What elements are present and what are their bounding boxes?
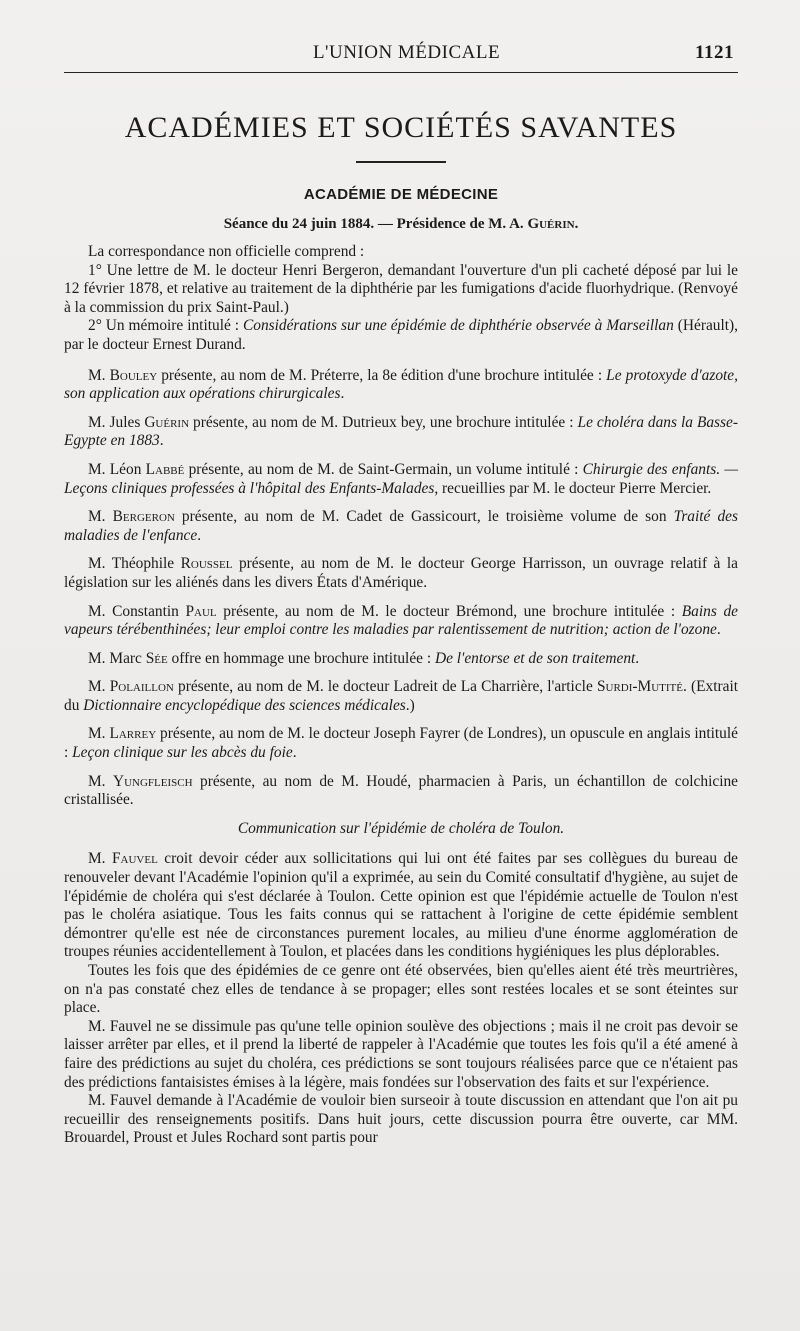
work-title: Dictionnaire encyclopédique des sciences médicales xyxy=(83,696,406,714)
presenter-name: Larrey xyxy=(109,725,157,743)
communication-paragraph-2: Toutes les fois que des épidémies de ce genre ont été observées, bien qu'elles aient été très meurtrières, on n'a pas constaté chez elles de tendance à se propager; elles sont restées locales et se sont éteintes sur place. xyxy=(64,962,738,1017)
session-suffix: . xyxy=(574,216,579,232)
correspondance-item-2 xyxy=(64,317,738,354)
work-title: Traité des maladies de l'enfance xyxy=(64,508,738,544)
presentation-paragraph: M. Constantin Paul présente, au nom de M. le docteur Brémond, une brochure intitulée : Bains de vapeurs térébenthinées; leur emploi contre les maladies par ralentissement de nutrition; action de l'ozone. xyxy=(64,602,738,639)
title-rule xyxy=(356,161,446,163)
article-name: Surdi-Mutité xyxy=(596,678,683,696)
journal-title: L'UNION MÉDICALE xyxy=(312,42,501,63)
work-title: Le choléra dans la Basse-Egypte en 1883 xyxy=(64,413,738,450)
work-title: Leçon clinique sur les abcès du foie xyxy=(72,744,293,762)
presenter-name: Paul xyxy=(185,602,217,620)
communication-paragraph-1: M. Fauvel croit devoir céder aux sollicitations qui lui ont été faites par ses collègues du bureau de renouveler devant l'Académie l'opinion qu'il a exprimée, au sein du Comité consultatif d'hygiène, au sujet de l'épidémie de choléra qui s'est déclarée à Toulon. Cette opinion est que l'épidémie actuelle de Toulon n'est pas le choléra asiatique. Tous les faits connus qui se rattachent à l'origine de cette épidémie semblent démontrer qu'elle est née de circonstances purement locales, au milieu d'une énorme agglomération de troupes réunies accidentellement à Toulon, et placées dans les conditions hygiéniques les plus déplorables. xyxy=(64,850,738,961)
presentation-paragraph: M. Yungfleisch présente, au nom de M. Houdé, pharmacien à Paris, un échantillon de colchicine cristallisée. xyxy=(64,772,738,809)
work-title: Chirurgie des enfants. — Leçons cliniques professées à l'hôpital des Enfants-Malades xyxy=(64,460,739,497)
presentation-paragraph: M. Léon Labbé présente, au nom de M. de Saint-Germain, un volume intitulé : Chirurgie des enfants. — Leçons cliniques professées à l'hôpital des Enfants-Malades, recueillies par M. le docteur Pierre Mercier. xyxy=(64,460,739,497)
presenter-name: Sée xyxy=(145,649,168,667)
work-title: De l'entorse et de son traitement xyxy=(434,649,636,667)
article-body xyxy=(64,243,738,1148)
presenter-name: Roussel xyxy=(180,555,233,573)
correspondance-intro: La correspondance non officielle comprend : xyxy=(88,243,365,260)
session-prefix: Séance du 24 juin 1884. — Présidence de M. A. xyxy=(223,216,528,232)
item2-lead: 2° Un mémoire intitulé : xyxy=(88,317,243,335)
presenter-name: Bergeron xyxy=(112,508,175,526)
presentation-paragraph: M. Polaillon présente, au nom de M. le docteur Ladreit de La Charrière, l'article Surdi-Mutité. (Extrait du Dictionnaire encyclopédique des sciences médicales.) xyxy=(64,678,739,714)
presenter-name: Yungfleisch xyxy=(112,772,193,790)
section-title: ACADÉMIES ET SOCIÉTÉS SAVANTES xyxy=(124,111,678,144)
work-title: Bains de vapeurs térébenthinées; leur emploi contre les maladies par ralentissement de nutrition; action de l'ozone xyxy=(64,602,738,639)
communication-heading: Communication sur l'épidémie de choléra de Toulon. xyxy=(237,819,565,837)
presentation-paragraph: M. Marc Sée offre en hommage une brochure intitulée : De l'entorse et de son traitement. xyxy=(88,649,640,667)
presentation-paragraph: M. Théophile Roussel présente, au nom de M. le docteur George Harrisson, un ouvrage relatif à la législation sur les aliénés dans les divers États d'Amérique. xyxy=(64,555,738,591)
item2-tail: (Hérault), par le docteur Ernest Durand. xyxy=(64,317,738,353)
session-line xyxy=(64,216,738,233)
academy-heading: ACADÉMIE DE MÉDECINE xyxy=(303,186,499,203)
communication-paragraph-4: M. Fauvel demande à l'Académie de vouloir bien surseoir à toute discussion en attendant que l'on ait pu recueillir des renseignements positifs. Dans huit jours, cette discussion pourra être ouverte, car MM. Brouardel, Proust et Jules Rochard sont partis pour xyxy=(64,1092,738,1147)
correspondance-item-1: 1° Une lettre de M. le docteur Henri Bergeron, demandant l'ouverture d'un pli cacheté déposé par lui le 12 février 1878, et relative au traitement de la diphthérie par les fumigations d'acide fluorhydrique. (Renvoyé à la commission du prix Saint-Paul.) xyxy=(64,261,738,316)
item2-title: Considérations sur une épidémie de diphthérie observée à Marseillan xyxy=(242,317,674,335)
presenter-name: Guérin xyxy=(144,413,190,431)
presenter-name: Labbé xyxy=(145,460,185,478)
presentation-paragraph: M. Larrey présente, au nom de M. le docteur Joseph Fayrer (de Londres), un opuscule en anglais intitulé : Leçon clinique sur les abcès du foie. xyxy=(64,725,738,762)
running-head xyxy=(64,42,738,73)
president-name: Guérin xyxy=(527,216,575,232)
presenter-name: Bouley xyxy=(109,366,158,384)
presentation-paragraph: M. Jules Guérin présente, au nom de M. Dutrieux bey, une brochure intitulée : Le choléra dans la Basse-Egypte en 1883. xyxy=(64,413,738,450)
presenter-name: Polaillon xyxy=(109,678,174,696)
presentation-paragraph: M. Bergeron présente, au nom de M. Cadet de Gassicourt, le troisième volume de son Traité des maladies de l'enfance. xyxy=(64,508,738,544)
work-title: Le protoxyde d'azote, son application aux opérations chirurgicales xyxy=(64,366,738,403)
presentation-paragraph: M. Bouley présente, au nom de M. Préterre, la 8e édition d'une brochure intitulée : Le protoxyde d'azote, son application aux opérations chirurgicales. xyxy=(64,366,738,403)
speaker-name: Fauvel xyxy=(111,850,158,868)
communication-paragraph-3: M. Fauvel ne se dissimule pas qu'une telle opinion soulève des objections ; mais il ne croit pas devoir se laisser arrêter par elles, et il prend la liberté de rappeler à l'Académie que toutes les fois qu'il a été amené à faire des prédictions au sujet du choléra, ces prédictions se sont toujours réalisées parce que ce n'étaient pas des prédictions fantaisistes émises à la légère, mais fondées sur l'observation des faits et sur l'expérience. xyxy=(64,1017,738,1091)
page-number: 1121 xyxy=(695,42,734,63)
